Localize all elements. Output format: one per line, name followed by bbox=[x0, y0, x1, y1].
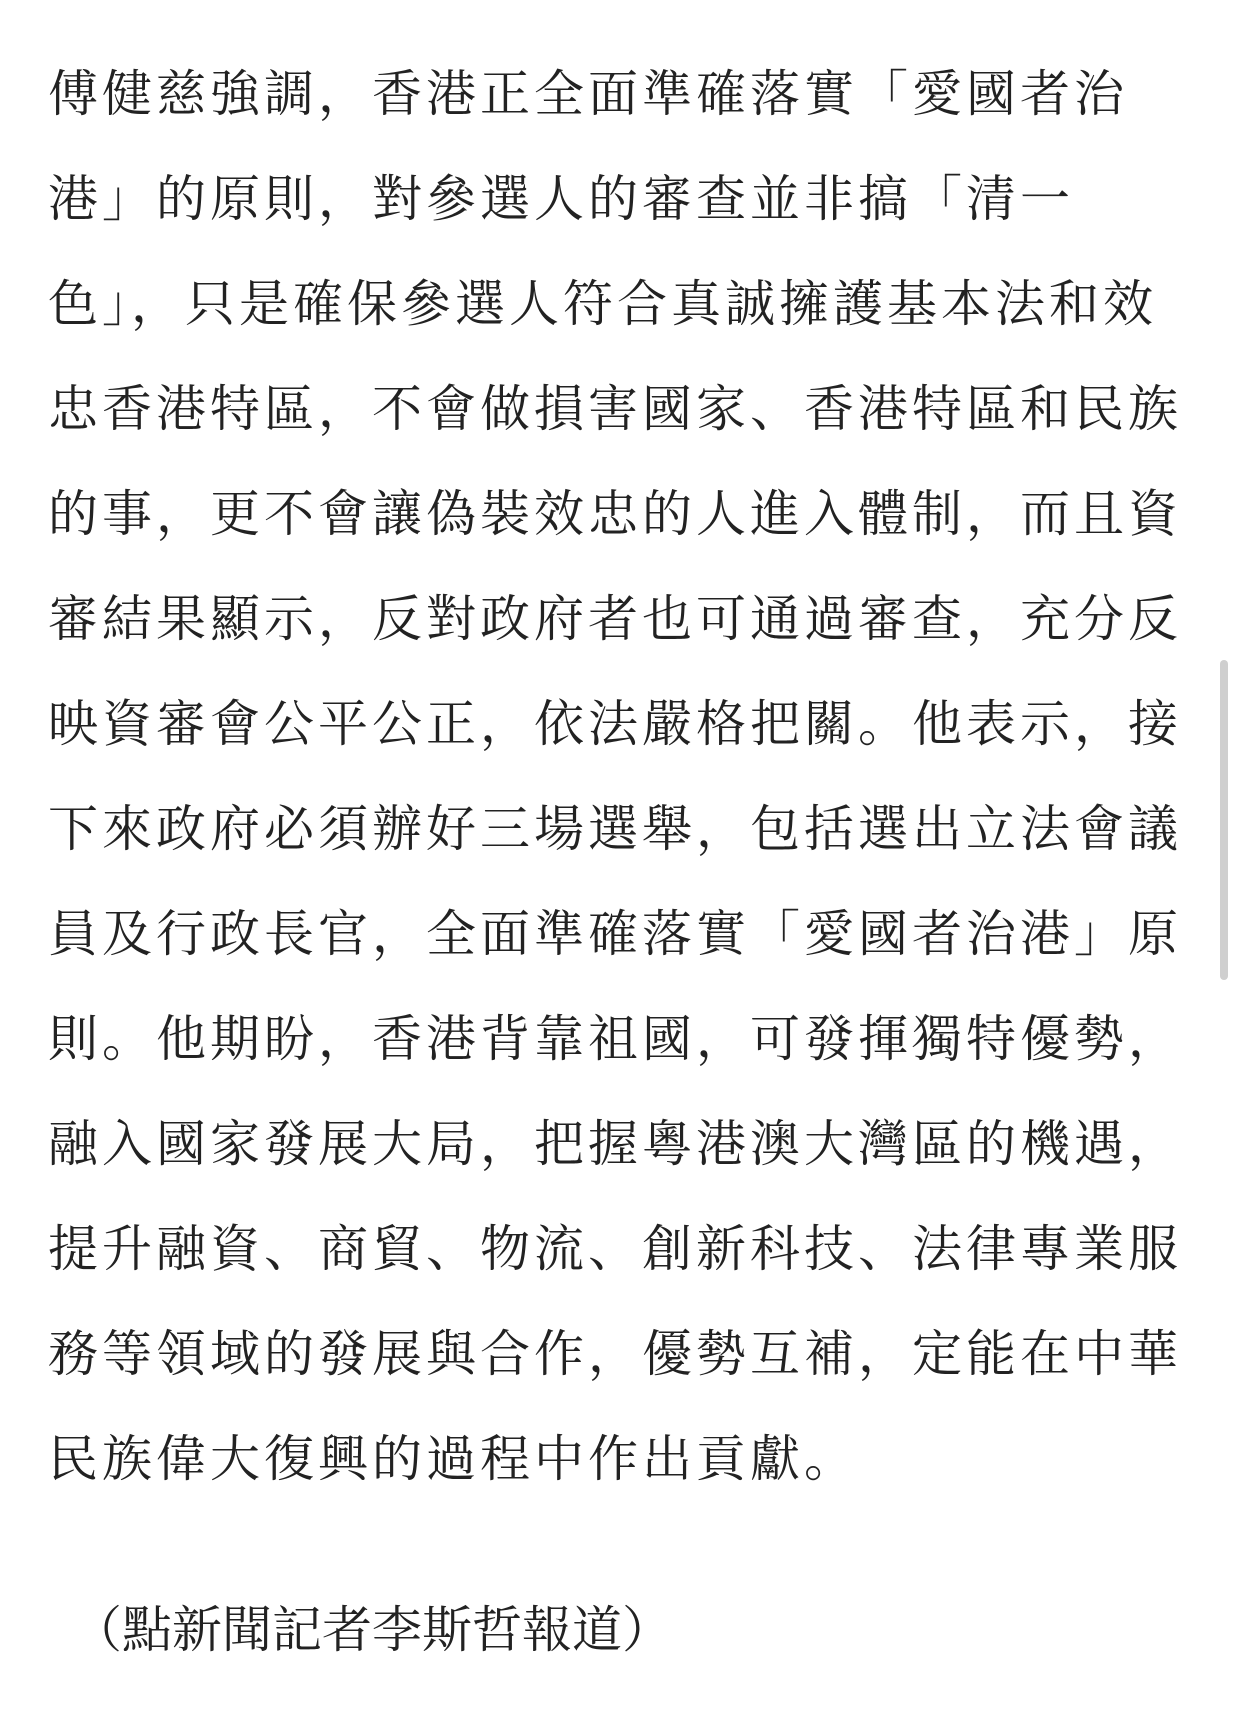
article-body bbox=[48, 42, 1198, 1512]
paragraph-line: 則。他期盼，香港背靠祖國，可發揮獨特優勢， bbox=[48, 1010, 1182, 1068]
paragraph-line: 下來政府必須辦好三場選舉，包括選出立法會議 bbox=[48, 800, 1182, 858]
paragraph-line: 港」的原則，對參選人的審查並非搞「清一 bbox=[48, 170, 1074, 228]
paragraph-line: 傅健慈強調，香港正全面準確落實「愛國者治 bbox=[48, 65, 1128, 123]
paragraph-line: 融入國家發展大局，把握粵港澳大灣區的機遇， bbox=[48, 1115, 1182, 1173]
paragraph-line: 審結果顯示，反對政府者也可通過審查，充分反 bbox=[48, 590, 1182, 648]
paragraph-line: 色」，只是確保參選人符合真誠擁護基本法和效 bbox=[48, 275, 1157, 333]
scrollbar-thumb[interactable] bbox=[1220, 660, 1228, 980]
paragraph-line: 忠香港特區，不會做損害國家、香港特區和民族 bbox=[48, 380, 1182, 438]
reporter-byline: （點新聞記者李斯哲報道） bbox=[72, 1601, 672, 1659]
paragraph-line: 民族偉大復興的過程中作出貢獻。 bbox=[48, 1430, 858, 1488]
paragraph-line: 員及行政長官，全面準確落實「愛國者治港」原 bbox=[48, 905, 1182, 963]
paragraph-line: 的事，更不會讓偽裝效忠的人進入體制，而且資 bbox=[48, 485, 1182, 543]
paragraph-line: 務等領域的發展與合作，優勢互補，定能在中華 bbox=[48, 1325, 1182, 1383]
paragraph-line: 映資審會公平公正，依法嚴格把關。他表示，接 bbox=[48, 695, 1182, 753]
paragraph-line: 提升融資、商貿、物流、創新科技、法律專業服 bbox=[48, 1220, 1182, 1278]
